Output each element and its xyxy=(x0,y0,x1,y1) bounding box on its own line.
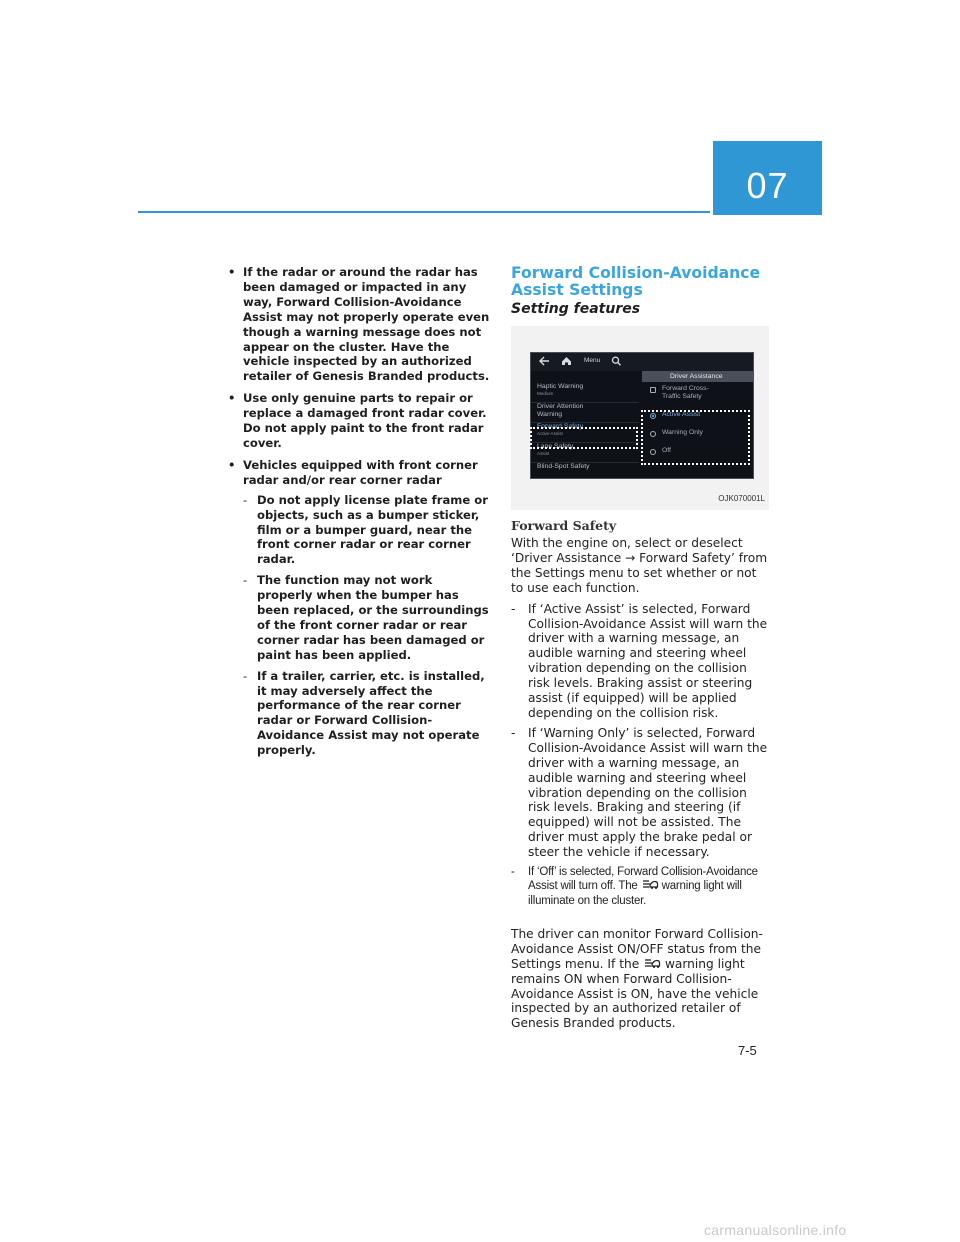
screen-topbar xyxy=(531,353,753,371)
menu-item-label: Blind-Spot Safety xyxy=(537,463,590,470)
menu-label[interactable]: Menu xyxy=(584,357,601,364)
caution-text: If the radar or around the radar has been damaged or impacted in any way, Forward Collision-Avoidance Assist may not properly operate even though a warning message does not appear on the cluster. Have the vehicle inspected by an authorized retailer of Genesis Branded products. xyxy=(243,265,490,384)
option-label: Active Assist xyxy=(662,411,701,418)
watermark: carmanualsonline.info xyxy=(704,1222,847,1238)
subsection-title: Setting features xyxy=(511,301,641,317)
settings-figure xyxy=(511,326,769,510)
option-description xyxy=(511,865,771,908)
monitor-text-part: warning light remains ON when Forward Collision-Avoidance Assist is ON, have the vehicle inspected by an authorized retailer of Genesis Branded products. xyxy=(511,956,759,1031)
option-label: Warning Only xyxy=(662,429,703,436)
caution-list xyxy=(228,265,490,758)
option-description-list xyxy=(511,602,771,908)
highlight-box-options xyxy=(641,410,750,465)
checkbox-icon xyxy=(650,387,656,393)
fca-warning-icon xyxy=(641,879,659,890)
menu-item-label: Forward Safety xyxy=(537,423,584,430)
caution-item xyxy=(228,391,490,451)
menu-item-label: Driver Attention Warning xyxy=(537,403,584,418)
driver-assistance-header: Driver Assistance xyxy=(642,371,753,382)
off-desc-part: If ‘Off’ is selected, Forward Collision-Avoidance Assist will turn off. The xyxy=(528,866,758,893)
figure-code: OJK070001L xyxy=(718,494,765,503)
menu-item-driver-attention-warning[interactable] xyxy=(531,403,639,423)
highlight-box-forward-safety xyxy=(530,427,638,449)
menu-item-haptic-warning[interactable] xyxy=(531,383,639,403)
menu-item-sub: Active Assist xyxy=(537,430,563,436)
right-column xyxy=(511,265,771,1037)
caution-item xyxy=(228,265,490,384)
menu-item-label: Haptic Warning xyxy=(537,383,584,390)
page-number: 7-5 xyxy=(738,1043,757,1058)
option-description: - If ‘Active Assist’ is selected, Forward Collision-Avoidance Assist will warn the driver with a warning message, an audible warning and steering wheel vibration depending on the collision risk levels. Braking assist or steering assist (if equipped) will be applied depending on the collision risk. xyxy=(511,602,771,721)
section-title: Forward Collision-Avoidance Assist Settings xyxy=(511,264,761,299)
header-rule xyxy=(138,211,710,213)
caution-item xyxy=(228,458,490,758)
option-label: Forward Cross-Traffic Safety xyxy=(662,385,709,400)
chapter-number: 07 xyxy=(746,165,789,206)
caution-sublist xyxy=(243,493,490,758)
chapter-tab xyxy=(713,141,822,215)
caution-subitem: - Do not apply license plate frame or objects, such as a bumper sticker, film or a bumper guard, near the front corner radar or rear corner radar. xyxy=(243,493,490,568)
caution-text: Vehicles equipped with front corner radar and/or rear corner radar xyxy=(243,457,478,487)
caution-subitem: - If a trailer, carrier, etc. is installed, it may adversely affect the performance of the rear corner radar or Forward Collision-Avoidance Assist may not operate properly. xyxy=(243,669,490,758)
off-desc-part: warning light will illuminate on the cluster. xyxy=(528,880,742,907)
option-label: Off xyxy=(662,447,671,454)
menu-item-blind-spot-safety[interactable] xyxy=(531,463,639,479)
monitor-text xyxy=(511,927,771,1031)
option-description: - If ‘Warning Only’ is selected, Forward Collision-Avoidance Assist will warn the driver with a warning message, an audible warning and steering wheel vibration depending on the collision risk levels. Braking and steering (if equipped) will not be assisted. The driver must apply the brake pedal or steer the vehicle if necessary. xyxy=(511,726,771,860)
spacer xyxy=(511,913,771,927)
fca-warning-icon xyxy=(643,958,661,969)
option-forward-cross-traffic-safety[interactable] xyxy=(644,385,752,411)
menu-item-sub: Medium xyxy=(537,390,554,396)
intro-text: With the engine on, select or deselect ‘Driver Assistance → Forward Safety’ from the Settings menu to set whether or not to use each function. xyxy=(511,536,768,595)
menu-item-sub: Assist xyxy=(537,450,550,456)
search-icon[interactable] xyxy=(611,356,622,369)
monitor-text-part: The driver can monitor Forward Collision-Avoidance Assist ON/OFF status from the Settings menu. If the xyxy=(511,926,763,971)
back-arrow-icon[interactable] xyxy=(539,356,550,369)
left-column xyxy=(228,265,490,765)
home-icon[interactable] xyxy=(561,356,572,369)
menu-item-label: Lane Safety xyxy=(537,443,574,450)
caution-text: Use only genuine parts to repair or replace a damaged front radar cover. Do not apply paint to the front radar cover. xyxy=(243,391,487,450)
caution-subitem: - The function may not work properly when the bumper has been replaced, or the surroundings of the front corner radar or rear corner radar has been damaged or paint has been applied. xyxy=(243,573,490,662)
paragraph-heading: Forward Safety xyxy=(511,518,617,533)
